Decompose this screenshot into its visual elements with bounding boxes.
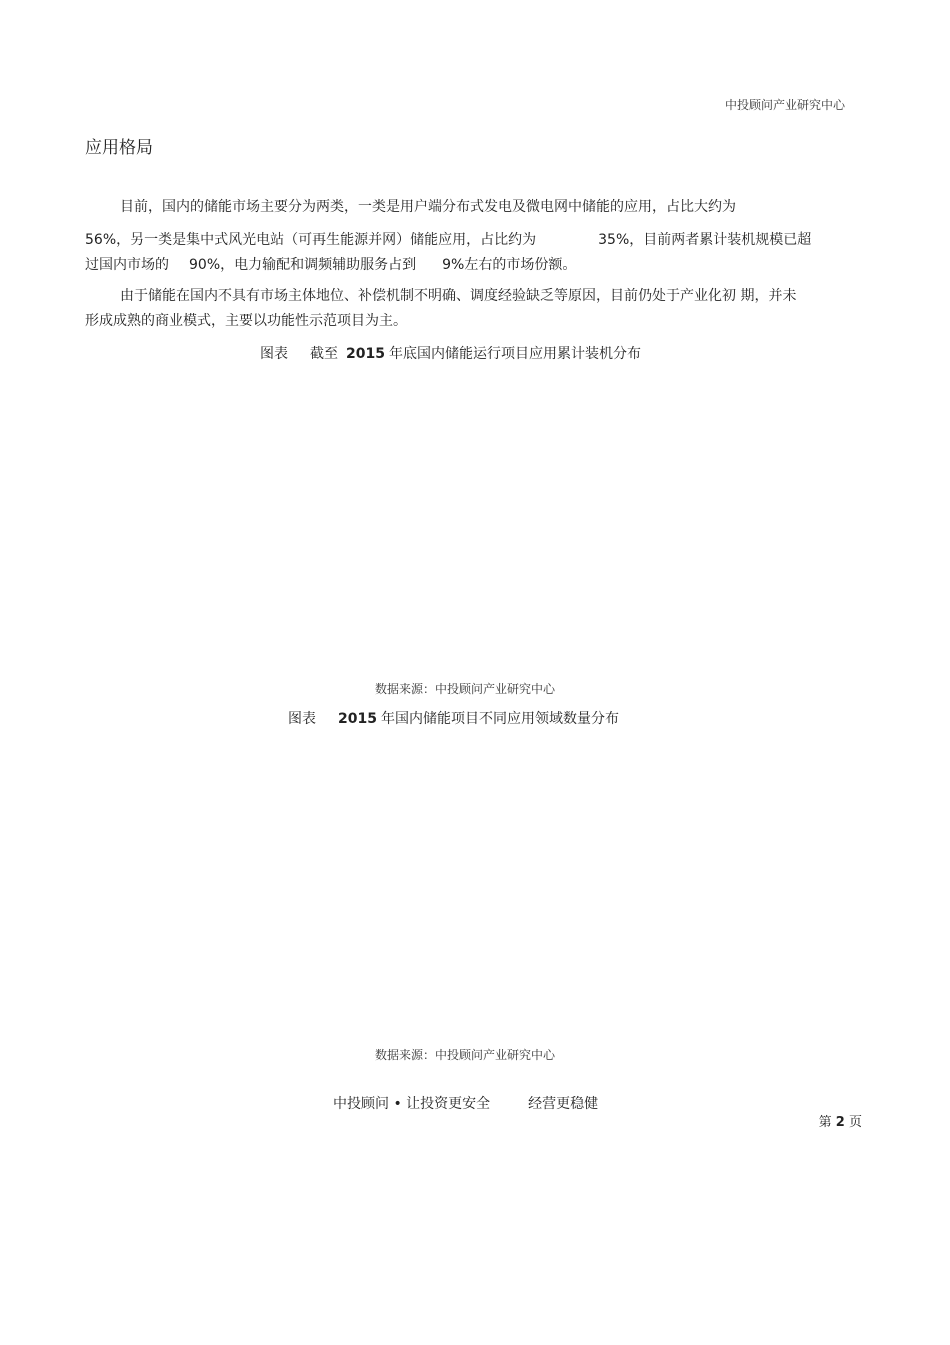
figure-title: 年底国内储能运行项目应用累计装机分布 [388, 346, 641, 362]
figure-1-source: 数据来源：中投顾问产业研究中心 [374, 682, 555, 696]
page-prefix: 第 [818, 1115, 832, 1130]
page-number [819, 1111, 862, 1130]
figure-title: 年国内储能项目不同应用领域数量分布 [380, 711, 619, 727]
slogan-part: 中投顾问 • 让投资更安全 [333, 1096, 491, 1112]
figure-prefix: 截至 [310, 346, 338, 362]
footer-slogan [333, 1093, 598, 1113]
header-organization: 中投顾问产业研究中心 [724, 98, 845, 112]
text-run: 56%，另一类是集中式风光电站（可再生能源并网）储能应用，占比约为 [85, 232, 537, 248]
figure-year: 2015 [346, 346, 385, 362]
text-run: 过国内市场的 [85, 257, 169, 273]
figure-year: 2015 [338, 711, 377, 727]
text-run: 90%，电力输配和调频辅助服务占到 [189, 257, 417, 273]
figure-caption-1 [260, 343, 641, 363]
paragraph-market-status [85, 284, 845, 334]
text-run: 9%左右的市场份额。 [442, 257, 577, 273]
page-number-value: 2 [835, 1115, 845, 1130]
figure-caption-2 [288, 708, 619, 728]
paragraph-line: 目前，国内的储能市场主要分为两类，一类是用户端分布式发电及微电网中储能的应用，占比大约为 [120, 199, 736, 215]
page-suffix: 页 [848, 1115, 862, 1130]
figure-label: 图表 [260, 346, 288, 362]
slogan-part: 经营更稳健 [528, 1096, 599, 1112]
paragraph-market-split [85, 195, 845, 278]
figure-2-source: 数据来源：中投顾问产业研究中心 [374, 1048, 555, 1062]
section-title: 应用格局 [85, 138, 153, 158]
paragraph-line: 由于储能在国内不具有市场主体地位、补偿机制不明确、调度经验缺乏等原因，目前仍处于产业化初 期，并未 [120, 288, 797, 304]
figure-1-image-area [85, 370, 845, 670]
paragraph-line [85, 253, 845, 278]
paragraph-line: 形成成熟的商业模式，主要以功能性示范项目为主。 [85, 313, 407, 329]
paragraph-line [85, 228, 845, 253]
figure-2-image-area [85, 735, 845, 1035]
figure-label: 图表 [288, 711, 316, 727]
text-run: 35%，目前两者累计装机规模已超 [598, 232, 812, 248]
